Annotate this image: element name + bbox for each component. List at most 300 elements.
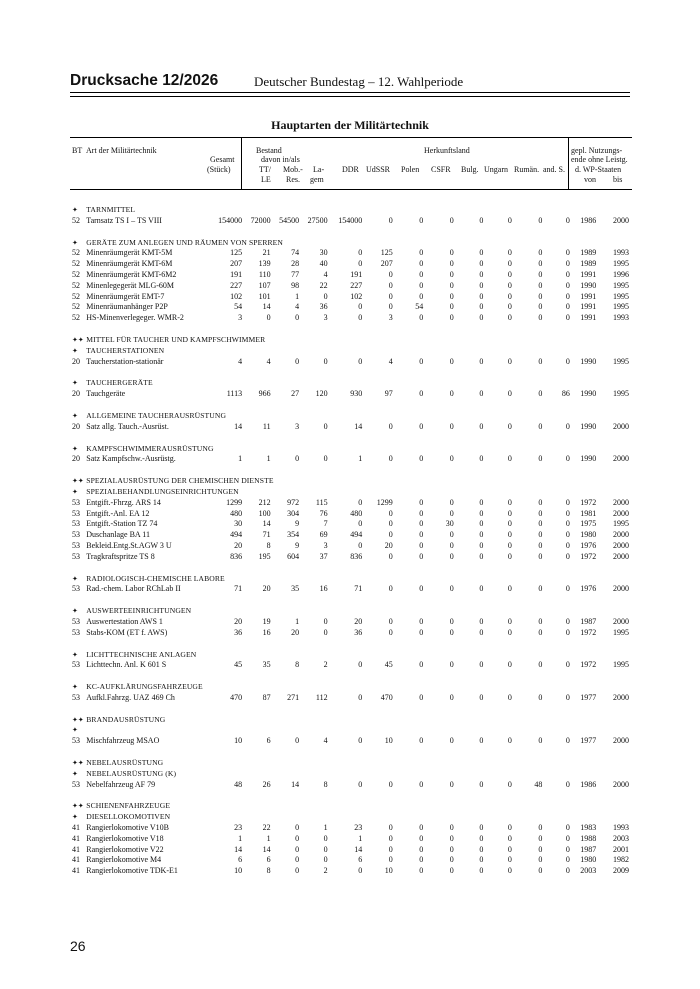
cell-value: 1	[238, 454, 243, 464]
cell-value: 21	[262, 248, 271, 258]
equipment-name: Tragkraftspritze TS 8	[86, 551, 155, 561]
header-ddr: DDR	[342, 165, 359, 174]
cell-value: 2000	[613, 551, 629, 561]
equipment-name: Duschanlage BA 11	[86, 530, 150, 540]
cell-value: 14	[262, 519, 271, 529]
cell-value: 8	[323, 779, 328, 789]
table-row	[70, 693, 632, 704]
equipment-name: Rangierlokomotive TDK-E1	[86, 866, 178, 876]
cell-value: 0	[507, 844, 512, 854]
cell-value: 0	[565, 530, 570, 540]
cell-value: 0	[507, 454, 512, 464]
table-row	[70, 509, 632, 520]
cell-value: 0	[507, 421, 512, 431]
cell-value: 35	[291, 584, 300, 594]
cell-value: 0	[479, 215, 484, 225]
cell-value: 0	[388, 215, 393, 225]
cell-value: 71	[262, 530, 271, 540]
cell-value: 0	[449, 736, 454, 746]
cell-value: 195	[258, 551, 271, 561]
cell-value: 0	[507, 540, 512, 550]
cell-value: 0	[419, 551, 424, 561]
cell-value: 0	[565, 855, 570, 865]
cell-value: 0	[388, 454, 393, 464]
equipment-name: Entgift.-Fhrzg. ARS 14	[86, 497, 161, 507]
section-heading-row	[70, 378, 632, 389]
cell-value: 0	[479, 616, 484, 626]
cell-value: 0	[358, 736, 363, 746]
header-art: Art der Militärtechnik	[86, 146, 157, 155]
cell-value: 20	[262, 584, 271, 594]
cell-value: 0	[507, 779, 512, 789]
equipment-name: Minenräumgerät KMT-5M	[86, 248, 173, 258]
cell-value: 930	[350, 389, 363, 399]
cell-value: 0	[419, 866, 424, 876]
section-marker-icon: ✦	[72, 238, 78, 247]
equipment-name: Stabs-KOM (ET f. AWS)	[86, 627, 168, 637]
cell-value: 0	[449, 313, 454, 323]
cell-value: 1	[323, 823, 328, 833]
cell-value: 0	[538, 421, 543, 431]
table-row	[70, 628, 632, 639]
cell-value: 76	[319, 508, 328, 518]
cell-value: 0	[479, 497, 484, 507]
cell-value: 0	[538, 291, 543, 301]
page-number: 26	[70, 938, 86, 954]
cell-value: 0	[507, 660, 512, 670]
section-marker-icon: ✦	[72, 487, 78, 496]
cell-value: 1995	[613, 302, 629, 312]
section-marker-icon: ✦	[72, 346, 78, 355]
bt-code: 53	[72, 584, 80, 594]
cell-value: 1	[238, 833, 243, 843]
cell-value: 0	[538, 660, 543, 670]
cell-value: 14	[234, 844, 243, 854]
bt-code: 20	[72, 356, 80, 366]
table-row	[70, 302, 632, 313]
cell-value: 2000	[613, 530, 629, 540]
cell-value: 36	[319, 302, 328, 312]
cell-value: 0	[449, 269, 454, 279]
cell-value: 0	[565, 248, 570, 258]
cell-value: 604	[287, 551, 300, 561]
section-marker-icon: ✦	[72, 444, 78, 453]
header-gesamt-unit: (Stück)	[207, 165, 231, 174]
cell-value: 10	[384, 866, 393, 876]
header-gepl-3: d. WP-Staaten	[575, 165, 622, 174]
cell-value: 10	[384, 736, 393, 746]
section-heading: GERÄTE ZUM ANLEGEN UND RÄUMEN VON SPERREN	[86, 237, 284, 247]
section-heading: AUSWERTEEINRICHTUNGEN	[86, 606, 192, 616]
cell-value: 1995	[613, 389, 629, 399]
cell-value: 1990	[580, 421, 597, 431]
cell-value: 0	[538, 280, 543, 290]
cell-value: 0	[323, 356, 328, 366]
cell-value: 0	[388, 519, 393, 529]
cell-value: 0	[507, 833, 512, 843]
cell-value: 0	[449, 823, 454, 833]
cell-value: 2003	[613, 833, 629, 843]
equipment-name: Satz allg. Tauch.-Ausrüst.	[86, 421, 169, 431]
spacer-row	[70, 639, 632, 650]
table-row	[70, 530, 632, 541]
spacer-row	[70, 367, 632, 378]
cell-value: 0	[479, 692, 484, 702]
header-res: Res.	[286, 175, 300, 184]
cell-value: 0	[449, 421, 454, 431]
cell-value: 1990	[580, 454, 597, 464]
cell-value: 0	[419, 736, 424, 746]
cell-value: 1995	[613, 627, 629, 637]
cell-value: 2	[323, 660, 328, 670]
cell-value: 0	[449, 454, 454, 464]
bt-code: 41	[72, 866, 80, 876]
cell-value: 69	[319, 530, 328, 540]
cell-value: 0	[507, 616, 512, 626]
table-row	[70, 216, 632, 227]
spacer-row	[70, 790, 632, 801]
table-row	[70, 855, 632, 866]
cell-value: 0	[449, 530, 454, 540]
cell-value: 0	[565, 736, 570, 746]
cell-value: 0	[449, 540, 454, 550]
cell-value: 1991	[580, 291, 597, 301]
cell-value: 0	[507, 692, 512, 702]
cell-value: 1991	[580, 313, 597, 323]
cell-value: 0	[538, 302, 543, 312]
cell-value: 0	[507, 855, 512, 865]
cell-value: 0	[449, 215, 454, 225]
cell-value: 0	[419, 616, 424, 626]
table-row	[70, 292, 632, 303]
table-row	[70, 845, 632, 856]
cell-value: 0	[419, 497, 424, 507]
bt-code: 52	[72, 313, 80, 323]
cell-value: 1993	[613, 313, 629, 323]
table-row	[70, 780, 632, 791]
cell-value: 0	[295, 356, 300, 366]
bundestag-label: Deutscher Bundestag – 12. Wahlperiode	[254, 74, 464, 89]
cell-value: 1972	[580, 627, 597, 637]
cell-value: 1	[266, 454, 271, 464]
cell-value: 0	[266, 313, 271, 323]
bt-code: 52	[72, 248, 80, 258]
cell-value: 0	[388, 584, 393, 594]
cell-value: 1977	[580, 736, 597, 746]
cell-value: 0	[449, 291, 454, 301]
cell-value: 1995	[613, 291, 629, 301]
cell-value: 86	[561, 389, 570, 399]
cell-value: 4	[238, 356, 243, 366]
cell-value: 0	[538, 248, 543, 258]
table-row	[70, 552, 632, 563]
cell-value: 0	[538, 215, 543, 225]
header-bt: BT	[72, 146, 83, 155]
cell-value: 0	[479, 248, 484, 258]
section-heading: SCHIENENFAHRZEUGE	[86, 801, 171, 811]
cell-value: 48	[234, 779, 243, 789]
cell-value: 227	[230, 280, 243, 290]
cell-value: 0	[538, 855, 543, 865]
cell-value: 115	[315, 497, 328, 507]
cell-value: 0	[479, 508, 484, 518]
cell-value: 71	[234, 584, 243, 594]
header-bulg: Bulg.	[461, 165, 479, 174]
cell-value: 23	[354, 823, 363, 833]
spacer-row	[70, 704, 632, 715]
spacer-row	[70, 563, 632, 574]
cell-value: 0	[323, 627, 328, 637]
cell-value: 0	[419, 454, 424, 464]
cell-value: 0	[358, 356, 363, 366]
cell-value: 36	[234, 627, 243, 637]
section-heading-row	[70, 758, 632, 769]
cell-value: 1995	[613, 356, 629, 366]
section-heading-row	[70, 205, 632, 216]
section-marker-icon: ✦	[72, 769, 78, 778]
header-mob: Mob.-	[283, 165, 303, 174]
header-rule	[70, 92, 630, 93]
cell-value: 2000	[613, 616, 629, 626]
section-heading-row	[70, 487, 632, 498]
section-marker-icon: ✦	[72, 813, 78, 822]
equipment-name: Rangierlokomotive V22	[86, 844, 164, 854]
cell-value: 0	[479, 551, 484, 561]
cell-value: 20	[234, 540, 243, 550]
cell-value: 0	[358, 866, 363, 876]
header-csfr: CSFR	[431, 165, 451, 174]
header-polen: Polen	[401, 165, 420, 174]
cell-value: 0	[538, 627, 543, 637]
cell-value: 0	[479, 454, 484, 464]
spacer-row	[70, 595, 632, 606]
cell-value: 0	[538, 833, 543, 843]
cell-value: 0	[323, 421, 328, 431]
cell-value: 1975	[580, 519, 597, 529]
cell-value: 20	[291, 627, 300, 637]
cell-value: 0	[565, 508, 570, 518]
header-lagem2: gem	[310, 175, 324, 184]
cell-value: 0	[449, 497, 454, 507]
header-davon: davon in/als	[261, 155, 300, 164]
cell-value: 0	[507, 215, 512, 225]
cell-value: 28	[291, 259, 300, 269]
cell-value: 1991	[580, 302, 597, 312]
cell-value: 100	[258, 508, 271, 518]
cell-value: 22	[319, 280, 328, 290]
cell-value: 836	[230, 551, 243, 561]
cell-value: 154000	[338, 215, 363, 225]
section-marker-icon: ✦	[72, 206, 78, 214]
cell-value: 54	[415, 302, 424, 312]
cell-value: 26	[262, 779, 271, 789]
section-heading-row	[70, 335, 632, 346]
section-marker-icon: ✦✦	[72, 477, 84, 486]
cell-value: 8	[266, 866, 271, 876]
cell-value: 0	[449, 508, 454, 518]
section-heading-row	[70, 346, 632, 357]
equipment-name: Mischfahrzeug MSAO	[86, 736, 160, 746]
cell-value: 2000	[613, 497, 629, 507]
cell-value: 0	[538, 530, 543, 540]
cell-value: 2001	[613, 844, 629, 854]
cell-value: 3	[295, 421, 300, 431]
cell-value: 0	[388, 302, 393, 312]
cell-value: 54	[234, 302, 243, 312]
cell-value: 1990	[580, 280, 597, 290]
section-heading-row	[70, 411, 632, 422]
header-bis: bis	[613, 175, 623, 184]
cell-value: 0	[295, 866, 300, 876]
cell-value: 0	[388, 269, 393, 279]
cell-value: 1972	[580, 660, 597, 670]
cell-value: 0	[449, 259, 454, 269]
cell-value: 2000	[613, 540, 629, 550]
cell-value: 836	[350, 551, 363, 561]
cell-value: 125	[380, 248, 393, 258]
cell-value: 2000	[613, 508, 629, 518]
cell-value: 1299	[376, 497, 393, 507]
equipment-name: Minenräumgerät KMT-6M2	[86, 269, 177, 279]
section-heading-row	[70, 682, 632, 693]
cell-value: 0	[479, 389, 484, 399]
equipment-name: Lichttechn. Anl. K 601 S	[86, 660, 167, 670]
section-heading: ALLGEMEINE TAUCHERAUSRÜSTUNG	[86, 410, 227, 420]
spacer-row	[70, 433, 632, 444]
cell-value: 0	[507, 823, 512, 833]
cell-value: 271	[287, 692, 300, 702]
cell-value: 54500	[279, 215, 300, 225]
section-heading: RADIOLOGISCH-CHEMISCHE LABORE	[86, 573, 225, 583]
cell-value: 227	[350, 280, 363, 290]
cell-value: 16	[262, 627, 271, 637]
cell-value: 207	[230, 259, 243, 269]
spacer-row	[70, 465, 632, 476]
cell-value: 112	[315, 692, 328, 702]
cell-value: 98	[291, 280, 300, 290]
cell-value: 1995	[613, 259, 629, 269]
bt-code: 53	[72, 627, 80, 637]
cell-value: 11	[262, 421, 271, 431]
cell-value: 494	[350, 530, 363, 540]
equipment-name: Tarnsatz TS I – TS VIII	[86, 215, 162, 225]
cell-value: 1990	[580, 356, 597, 366]
cell-value: 1980	[580, 855, 597, 865]
cell-value: 0	[538, 519, 543, 529]
cell-value: 0	[507, 584, 512, 594]
cell-value: 0	[449, 833, 454, 843]
bt-code: 41	[72, 855, 80, 865]
cell-value: 0	[565, 313, 570, 323]
equipment-name: Minenräumgerät KMT-6M	[86, 259, 173, 269]
cell-value: 0	[479, 519, 484, 529]
equipment-name: Rad.-chem. Labor RChLab II	[86, 584, 181, 594]
cell-value: 10	[234, 736, 243, 746]
cell-value: 0	[565, 259, 570, 269]
cell-value: 0	[565, 356, 570, 366]
equipment-name: Taucherstation-stationär	[86, 356, 164, 366]
cell-value: 0	[479, 844, 484, 854]
cell-value: 27500	[307, 215, 328, 225]
table-row	[70, 454, 632, 465]
equipment-name: Minenlegegerät MLG-60M	[86, 280, 175, 290]
cell-value: 45	[384, 660, 393, 670]
cell-value: 0	[479, 627, 484, 637]
cell-value: 1976	[580, 540, 597, 550]
cell-value: 0	[449, 248, 454, 258]
cell-value: 107	[258, 280, 271, 290]
cell-value: 0	[449, 692, 454, 702]
table-title: Hauptarten der Militärtechnik	[271, 118, 429, 132]
cell-value: 0	[388, 844, 393, 854]
bt-code: 53	[72, 692, 80, 702]
cell-value: 0	[419, 584, 424, 594]
cell-value: 37	[319, 551, 328, 561]
equipment-name: Minenräumgerät EMT-7	[86, 291, 165, 301]
cell-value: 0	[419, 855, 424, 865]
cell-value: 20	[384, 540, 393, 550]
cell-value: 0	[449, 660, 454, 670]
cell-value: 102	[230, 291, 243, 301]
bt-code: 53	[72, 540, 80, 550]
section-heading	[84, 725, 632, 736]
cell-value: 0	[538, 259, 543, 269]
section-heading-row	[70, 812, 632, 823]
cell-value: 207	[380, 259, 393, 269]
cell-value: 0	[479, 540, 484, 550]
equipment-name: Rangierlokomotive M4	[86, 855, 162, 865]
cell-value: 0	[419, 269, 424, 279]
cell-value: 0	[507, 627, 512, 637]
cell-value: 0	[449, 866, 454, 876]
cell-value: 0	[565, 540, 570, 550]
cell-value: 0	[449, 584, 454, 594]
cell-value: 0	[358, 519, 363, 529]
cell-value: 1	[358, 454, 363, 464]
cell-value: 0	[538, 823, 543, 833]
cell-value: 1299	[226, 497, 243, 507]
military-equipment-table	[70, 194, 632, 877]
section-heading-row	[70, 650, 632, 661]
section-heading: KAMPFSCHWIMMERAUSRÜSTUNG	[86, 443, 214, 453]
section-marker-icon: ✦✦	[72, 759, 84, 768]
cell-value: 1995	[613, 660, 629, 670]
spacer-row	[70, 400, 632, 411]
header-and: and. S.	[543, 165, 565, 174]
cell-value: 0	[419, 280, 424, 290]
equipment-name: Rangierlokomotive V10B	[86, 823, 169, 833]
cell-value: 0	[538, 551, 543, 561]
cell-value: 1989	[580, 259, 597, 269]
cell-value: 2000	[613, 779, 629, 789]
cell-value: 0	[565, 519, 570, 529]
cell-value: 0	[449, 844, 454, 854]
cell-value: 0	[479, 866, 484, 876]
cell-value: 6	[266, 736, 271, 746]
cell-value: 74	[291, 248, 300, 258]
cell-value: 0	[358, 540, 363, 550]
cell-value: 0	[479, 779, 484, 789]
drucksache-number: Drucksache 12/2026	[70, 72, 219, 89]
bt-code: 53	[72, 497, 80, 507]
cell-value: 0	[388, 551, 393, 561]
cell-value: 120	[315, 389, 328, 399]
cell-value: 30	[234, 519, 243, 529]
equipment-name: Satz Kampfschw.-Ausrüstg.	[86, 454, 176, 464]
bt-code: 52	[72, 302, 80, 312]
cell-value: 1980	[580, 530, 597, 540]
cell-value: 0	[358, 248, 363, 258]
